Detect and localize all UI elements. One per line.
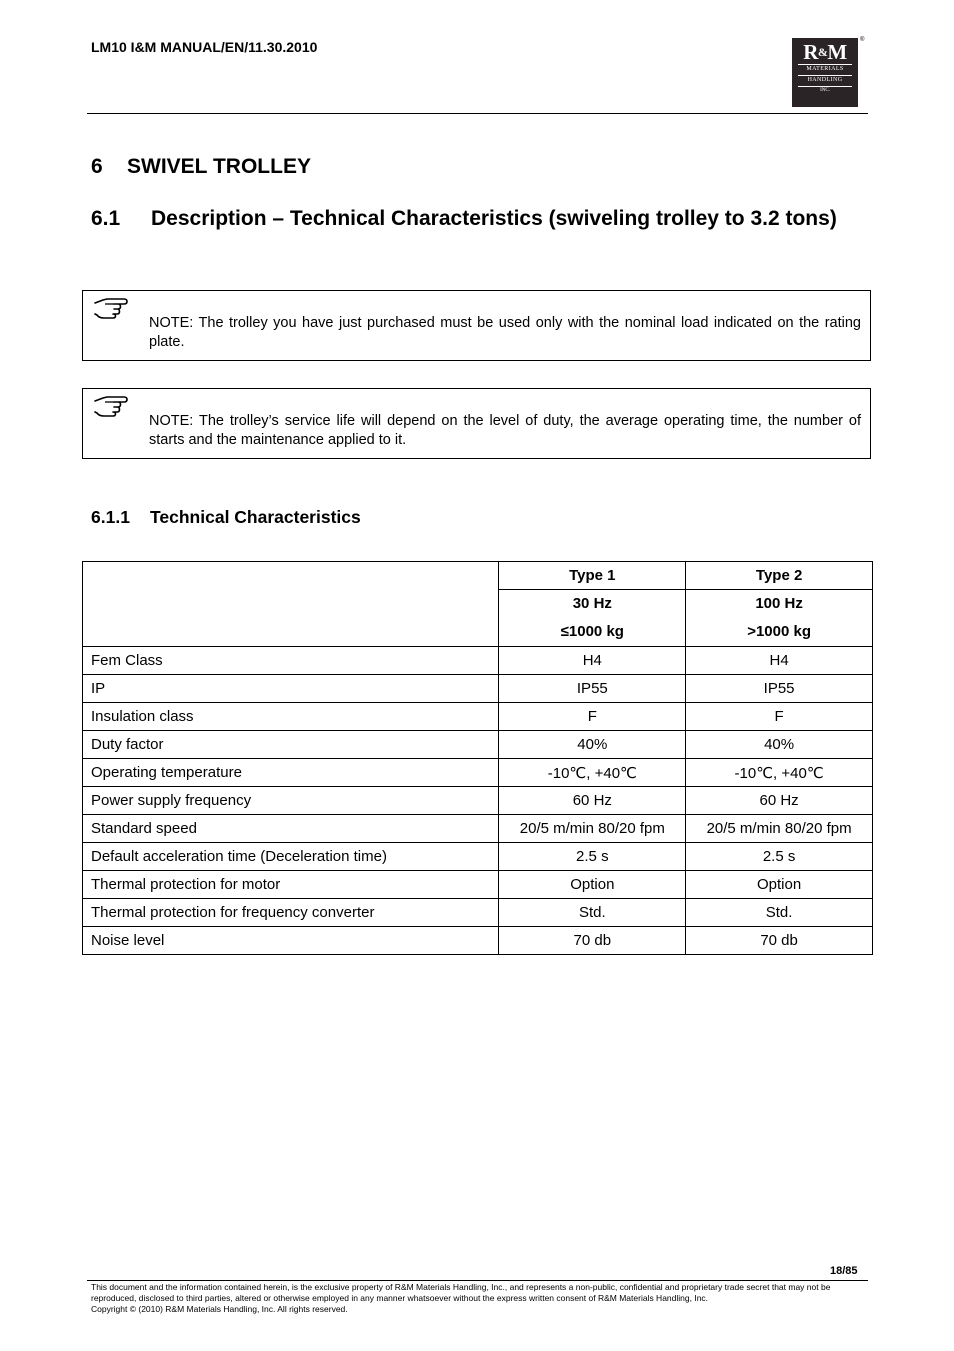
row-type1-value: 2.5 s	[499, 843, 686, 871]
row-label: Noise level	[83, 927, 499, 955]
type1-header: Type 1	[499, 562, 686, 590]
type1-spec-cell	[499, 590, 686, 647]
pointing-hand-icon	[93, 394, 131, 418]
row-label: Power supply frequency	[83, 787, 499, 815]
type2-spec-cell	[686, 590, 873, 647]
footer-divider	[87, 1280, 868, 1281]
row-type2-value: 20/5 m/min 80/20 fpm	[686, 815, 873, 843]
table-row	[83, 647, 873, 675]
row-type1-value: IP55	[499, 675, 686, 703]
row-type1-value: 40%	[499, 731, 686, 759]
row-type1-value: -10℃, +40℃	[499, 759, 686, 787]
subsubsection-number: 6.1.1	[91, 507, 130, 527]
subsubsection-title: Technical Characteristics	[150, 507, 361, 527]
table-row	[83, 843, 873, 871]
logo-monogram: R&M	[803, 40, 847, 64]
type2-load: >1000 kg	[747, 623, 811, 640]
row-type1-value: H4	[499, 647, 686, 675]
row-label: Operating temperature	[83, 759, 499, 787]
row-label: Default acceleration time (Deceleration time)	[83, 843, 499, 871]
row-type2-value: Std.	[686, 899, 873, 927]
row-type1-value: Std.	[499, 899, 686, 927]
technical-characteristics-table	[82, 561, 873, 955]
row-type1-value: 60 Hz	[499, 787, 686, 815]
table-row	[83, 675, 873, 703]
section-title: SWIVEL TROLLEY	[127, 155, 311, 178]
table-row	[83, 815, 873, 843]
row-label: Thermal protection for frequency converter	[83, 899, 499, 927]
note-box	[82, 388, 871, 459]
copyright-notice: Copyright © (2010) R&M Materials Handling, Inc. All rights reserved.	[91, 1304, 348, 1314]
table-row	[83, 731, 873, 759]
row-type2-value: Option	[686, 871, 873, 899]
logo-line-inc: INC.	[820, 88, 830, 93]
pointing-hand-icon	[93, 296, 131, 320]
subsubsection-heading	[91, 507, 361, 528]
row-type1-value: Option	[499, 871, 686, 899]
table-row	[83, 703, 873, 731]
note-box	[82, 290, 871, 361]
subsection-title: Description – Technical Characteristics (swiveling trolley to 3.2 tons)	[151, 207, 837, 230]
row-type2-value: 60 Hz	[686, 787, 873, 815]
registered-mark: ®	[860, 37, 865, 43]
header-divider	[87, 113, 868, 114]
table-row	[83, 927, 873, 955]
table-row	[83, 871, 873, 899]
table-row	[83, 899, 873, 927]
logo-line-handling: HANDLING	[807, 77, 843, 83]
row-type1-value: 70 db	[499, 927, 686, 955]
type1-frequency: 30 Hz	[572, 595, 612, 612]
note-text: NOTE: The trolley’s service life will depend on the level of duty, the average operating time, the number of starts and the maintenance applied to it.	[149, 413, 861, 448]
row-type1-value: F	[499, 703, 686, 731]
section-number: 6	[91, 155, 103, 178]
row-label: Fem Class	[83, 647, 499, 675]
row-type2-value: 2.5 s	[686, 843, 873, 871]
row-type2-value: 40%	[686, 731, 873, 759]
company-logo	[792, 38, 858, 107]
row-type2-value: 70 db	[686, 927, 873, 955]
row-label: IP	[83, 675, 499, 703]
note-text: NOTE: The trolley you have just purchased must be used only with the nominal load indicated on the rating plate.	[149, 315, 861, 350]
table-row	[83, 759, 873, 787]
table-header-row	[83, 562, 873, 590]
row-type2-value: H4	[686, 647, 873, 675]
row-type2-value: IP55	[686, 675, 873, 703]
confidentiality-notice: This document and the information contained herein, is the exclusive property of R&M Materials Handling, Inc., and represents a non-public, confidential and proprietary trade secret that may not be reproduced, disclosed to third parties, altered or otherwise employed in any manner whatsoever without the express written consent of R&M Materials Handling, Inc.	[91, 1282, 831, 1303]
page-number: 18/85	[830, 1265, 858, 1277]
subsection-heading	[91, 205, 851, 232]
section-heading	[91, 155, 311, 179]
table-header-empty-cell	[83, 562, 499, 647]
type1-load: ≤1000 kg	[560, 623, 624, 640]
row-label: Insulation class	[83, 703, 499, 731]
footer-disclaimer	[91, 1282, 865, 1315]
row-type2-value: F	[686, 703, 873, 731]
row-type1-value: 20/5 m/min 80/20 fpm	[499, 815, 686, 843]
row-label: Thermal protection for motor	[83, 871, 499, 899]
type2-frequency: 100 Hz	[755, 595, 803, 612]
logo-line-materials: MATERIALS	[806, 66, 844, 72]
table-row	[83, 787, 873, 815]
type2-header: Type 2	[686, 562, 873, 590]
subsection-number: 6.1	[91, 207, 121, 230]
row-type2-value: -10℃, +40℃	[686, 759, 873, 787]
row-label: Duty factor	[83, 731, 499, 759]
row-label: Standard speed	[83, 815, 499, 843]
document-header-title: LM10 I&M MANUAL/EN/11.30.2010	[91, 39, 318, 55]
